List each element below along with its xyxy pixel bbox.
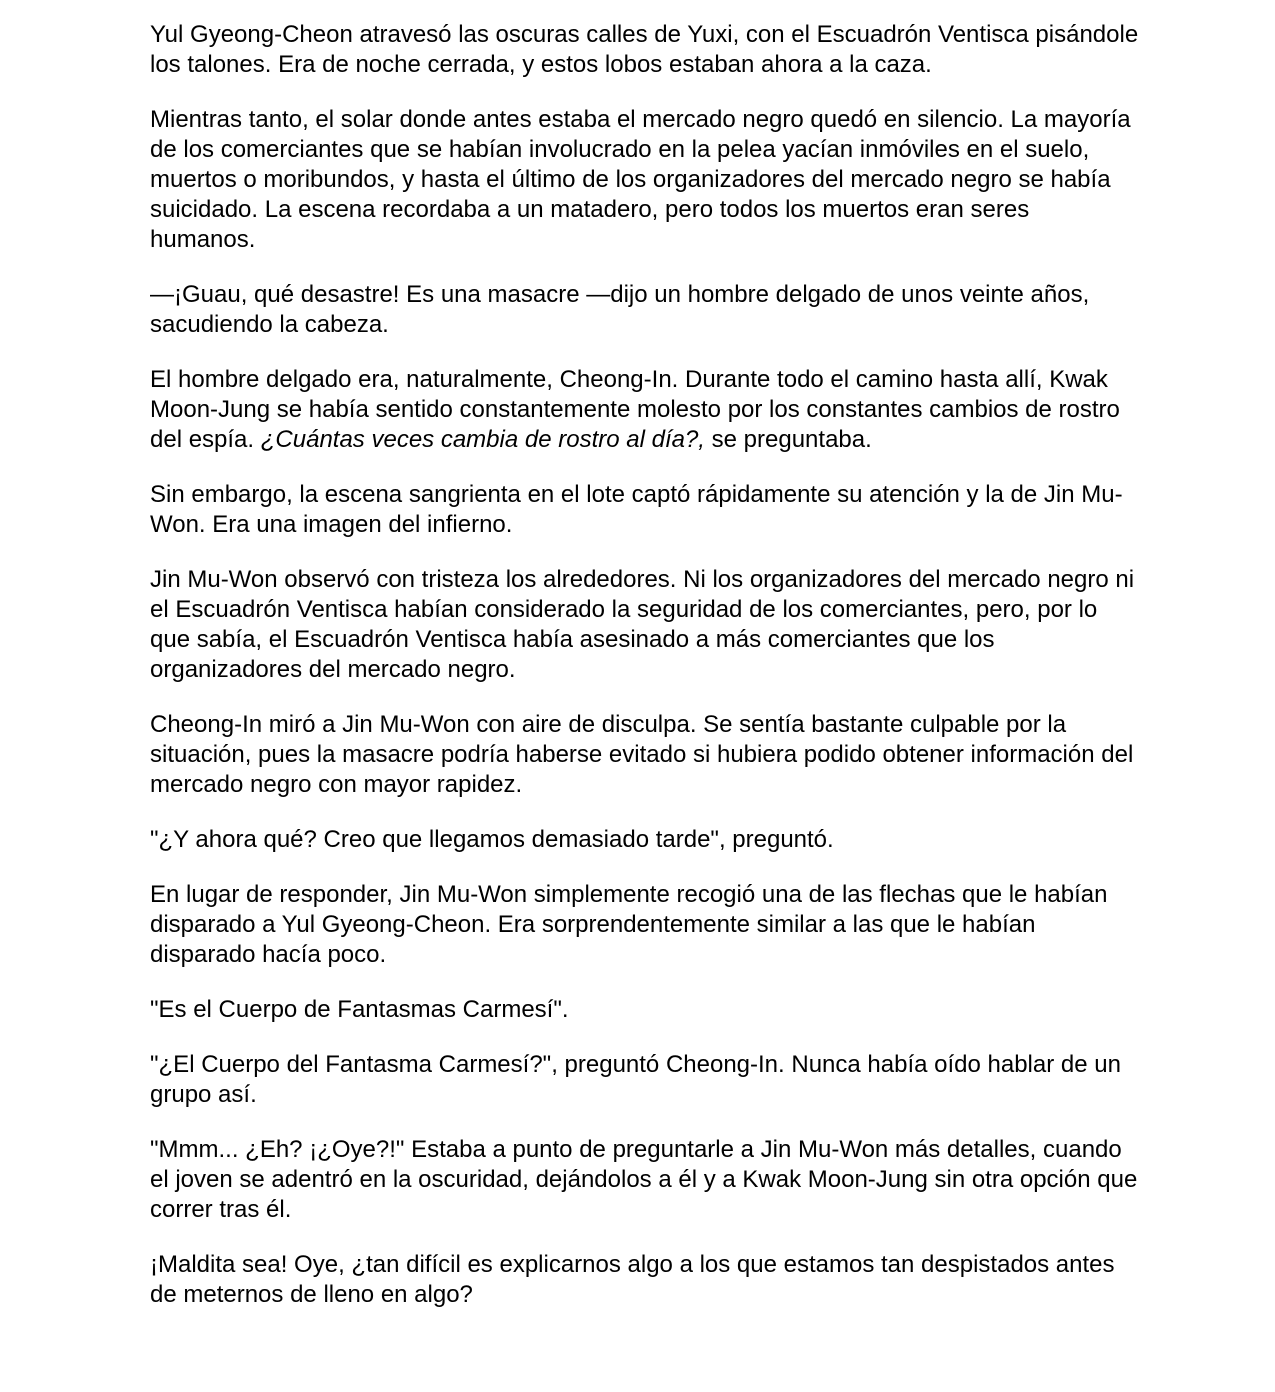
paragraph-9: En lugar de responder, Jin Mu-Won simplemente recogió una de las flechas que le habían disparado a Yul Gyeong-Cheon. Era sorprendentemente similar a las que le habían disparado hacía poco. [150, 881, 1108, 968]
paragraph-4-italic-thought: ¿Cuántas veces cambia de rostro al día?, [260, 426, 705, 453]
paragraph-5: Sin embargo, la escena sangrienta en el lote captó rápidamente su atención y la de Jin Mu-Won. Era una imagen del infierno. [150, 481, 1123, 538]
paragraph-6: Jin Mu-Won observó con tristeza los alrededores. Ni los organizadores del mercado negro ni el Escuadrón Ventisca habían considerado la seguridad de los comerciantes, pero, por lo que sabía, el Escuadrón Ventisca había asesinado a más comerciantes que los organizadores del mercado negro. [150, 566, 1135, 683]
document-page [150, 20, 1140, 1335]
paragraph-3: —¡Guau, qué desastre! Es una masacre —dijo un hombre delgado de unos veinte años, sacudiendo la cabeza. [150, 281, 1090, 338]
paragraph-13: ¡Maldita sea! Oye, ¿tan difícil es explicarnos algo a los que estamos tan despistados antes de meternos de lleno en algo? [150, 1251, 1115, 1308]
paragraph-12: "Mmm... ¿Eh? ¡¿Oye?!" Estaba a punto de preguntarle a Jin Mu-Won más detalles, cuando el joven se adentró en la oscuridad, dejándolos a él y a Kwak Moon-Jung sin otra opción que correr tras él. [150, 1136, 1138, 1223]
paragraph-4 [150, 365, 1140, 455]
paragraph-4-text-after: se preguntaba. [704, 426, 872, 453]
paragraph-10: "Es el Cuerpo de Fantasmas Carmesí". [150, 996, 569, 1023]
paragraph-7: Cheong-In miró a Jin Mu-Won con aire de disculpa. Se sentía bastante culpable por la situación, pues la masacre podría haberse evitado si hubiera podido obtener información del mercado negro con mayor rapidez. [150, 711, 1134, 798]
paragraph-2: Mientras tanto, el solar donde antes estaba el mercado negro quedó en silencio. La mayoría de los comerciantes que se habían involucrado en la pelea yacían inmóviles en el suelo, muertos o moribundos, y hasta el último de los organizadores del mercado negro se había suicidado. La escena recordaba a un matadero, pero todos los muertos eran seres humanos. [150, 106, 1131, 253]
paragraph-8: "¿Y ahora qué? Creo que llegamos demasiado tarde", preguntó. [150, 826, 834, 853]
paragraph-11: "¿El Cuerpo del Fantasma Carmesí?", preguntó Cheong-In. Nunca había oído hablar de un grupo así. [150, 1051, 1121, 1108]
paragraph-1: Yul Gyeong-Cheon atravesó las oscuras calles de Yuxi, con el Escuadrón Ventisca pisándole los talones. Era de noche cerrada, y estos lobos estaban ahora a la caza. [150, 21, 1139, 78]
paragraph-4-text-before: El hombre delgado era, naturalmente, Cheong-In. Durante todo el camino hasta allí, Kwak Moon-Jung se había sentido constantemente molesto por los constantes cambios de rostro del espía. [150, 366, 1120, 453]
